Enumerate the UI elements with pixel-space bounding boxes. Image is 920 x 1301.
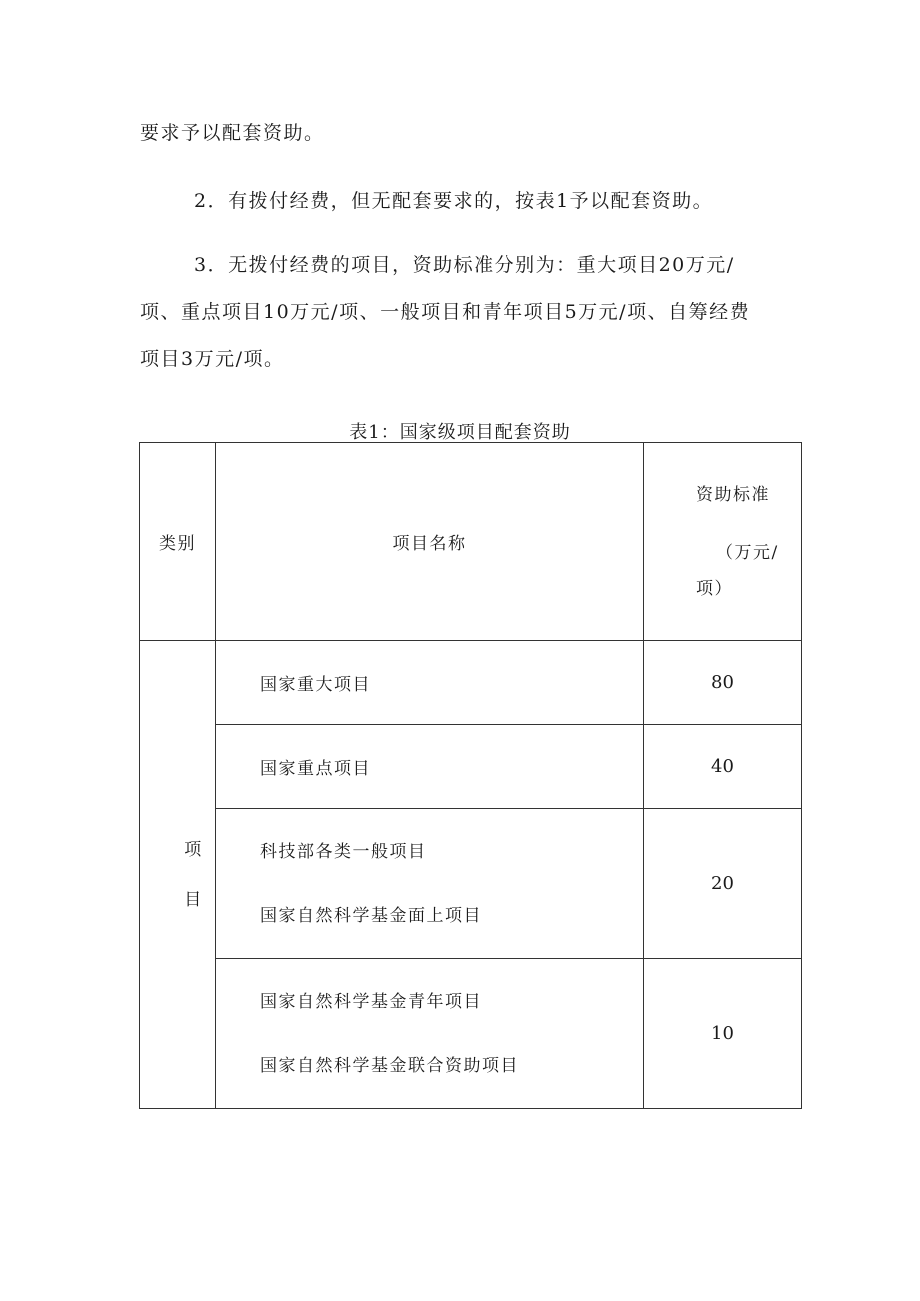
project-name-cell bbox=[216, 725, 644, 809]
project-name: 国家重大项目 bbox=[260, 675, 371, 695]
header-amount-line1: 资助标准 bbox=[696, 484, 770, 505]
grant-table bbox=[139, 442, 802, 1109]
category-char-2: 目 bbox=[184, 889, 203, 910]
header-category: 类别 bbox=[140, 443, 216, 641]
amount-cell: 40 bbox=[644, 725, 802, 809]
table-caption: 表1：国家级项目配套资助 bbox=[349, 422, 571, 443]
project-name-cell bbox=[216, 959, 644, 1109]
table-header-row bbox=[140, 443, 802, 641]
table-row bbox=[140, 641, 802, 725]
table-row bbox=[140, 725, 802, 809]
project-name: 国家自然科学基金青年项目 bbox=[260, 991, 482, 1012]
project-name: 国家重点项目 bbox=[260, 759, 371, 779]
project-name: 国家自然科学基金面上项目 bbox=[260, 905, 482, 926]
header-project-name: 项目名称 bbox=[216, 443, 644, 641]
paragraph-item-3-line2: 项、重点项目10万元/项、一般项目和青年项目5万元/项、自筹经费 bbox=[140, 301, 751, 323]
amount-cell: 80 bbox=[644, 641, 802, 725]
category-char-1: 项 bbox=[184, 839, 203, 860]
paragraph-continuation: 要求予以配套资助。 bbox=[140, 122, 325, 144]
project-name-cell bbox=[216, 641, 644, 725]
amount-cell: 20 bbox=[644, 809, 802, 959]
header-amount bbox=[644, 443, 802, 641]
table-row bbox=[140, 809, 802, 959]
project-name: 科技部各类一般项目 bbox=[260, 841, 427, 862]
header-amount-line2: （万元/ bbox=[716, 542, 779, 563]
paragraph-item-3-line1: 3．无拨付经费的项目，资助标准分别为：重大项目20万元/ bbox=[194, 254, 735, 276]
table-row bbox=[140, 959, 802, 1109]
amount-cell: 10 bbox=[644, 959, 802, 1109]
paragraph-item-2: 2．有拨付经费，但无配套要求的，按表1予以配套资助。 bbox=[194, 190, 714, 212]
category-cell bbox=[140, 641, 216, 1109]
header-amount-line3: 项） bbox=[696, 578, 733, 599]
project-name-cell bbox=[216, 809, 644, 959]
paragraph-item-3-line3: 项目3万元/项。 bbox=[140, 348, 285, 370]
project-name: 国家自然科学基金联合资助项目 bbox=[260, 1055, 519, 1076]
